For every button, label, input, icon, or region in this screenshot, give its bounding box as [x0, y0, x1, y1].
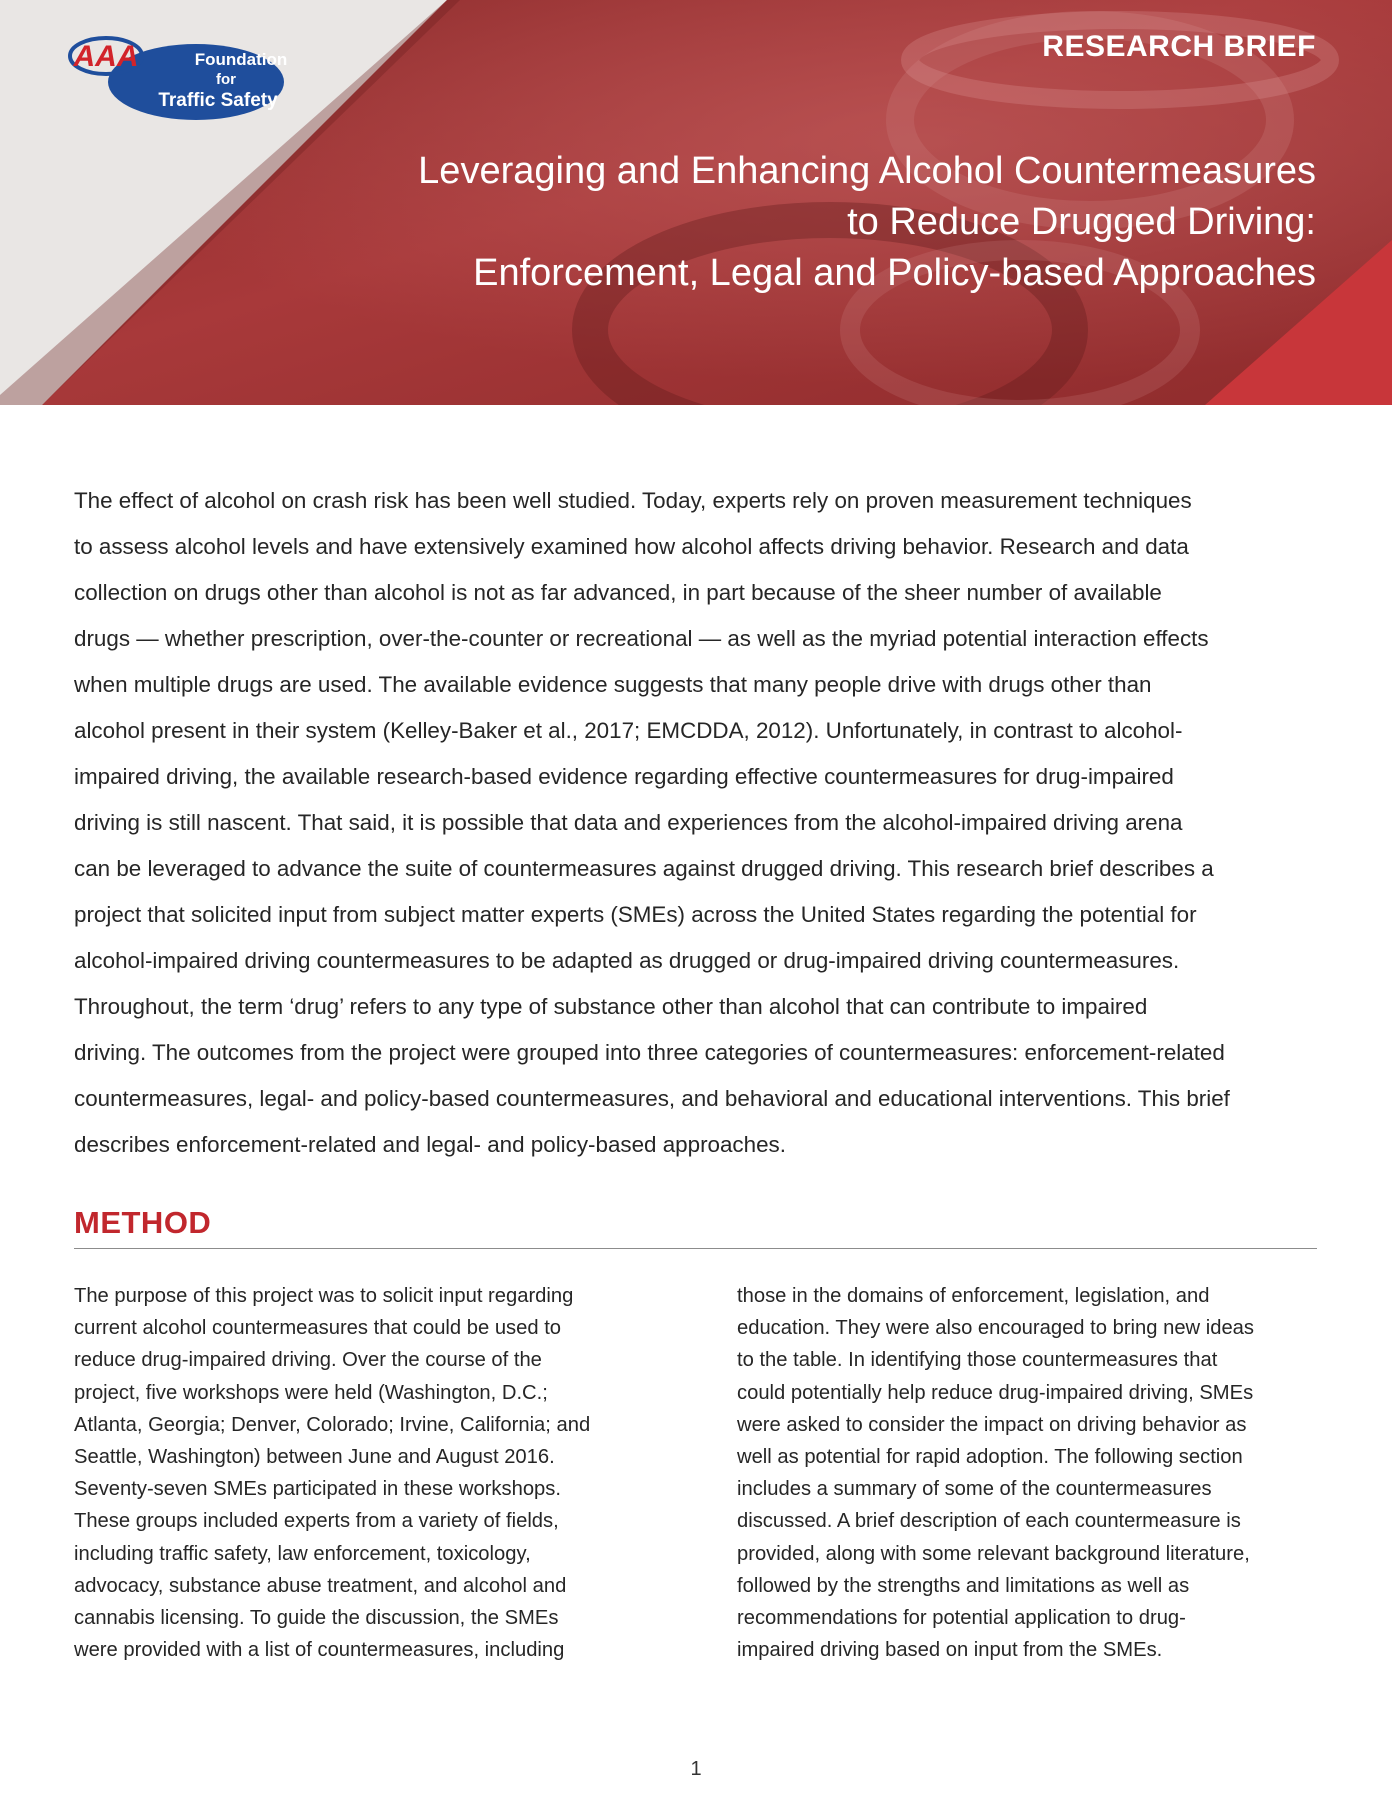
intro-line: driving. The outcomes from the project were grouped into three categories of countermeasures: enforcement-related — [74, 1040, 1225, 1065]
method-line: followed by the strengths and limitations as well as — [737, 1574, 1190, 1597]
intro-line: countermeasures, legal- and policy-based countermeasures, and behavioral and educational interventions. This brief — [74, 1086, 1230, 1111]
intro-line: drugs — whether prescription, over-the-counter or recreational — as well as the myriad potential interaction effects — [74, 626, 1209, 651]
method-line: reduce drug-impaired driving. Over the course of the — [74, 1349, 542, 1372]
method-line: Seventy-seven SMEs participated in these workshops. — [74, 1478, 561, 1501]
aaa-logo-icon — [66, 28, 288, 124]
intro-paragraph — [74, 478, 1324, 1168]
method-line: The purpose of this project was to solicit input regarding — [74, 1285, 574, 1307]
intro-line: project that solicited input from subject matter experts (SMEs) across the United States regarding the potential for — [74, 902, 1197, 927]
method-heading: METHOD — [74, 1205, 212, 1240]
method-line: Atlanta, Georgia; Denver, Colorado; Irvine, California; and — [74, 1413, 591, 1436]
intro-line: collection on drugs other than alcohol is not as far advanced, in part because of the sheer number of available — [74, 580, 1162, 605]
intro-line: Throughout, the term ‘drug’ refers to any type of substance other than alcohol that can contribute to impaired — [74, 994, 1148, 1019]
svg-text:for: for — [216, 71, 236, 88]
method-line: to the table. In identifying those countermeasures that — [737, 1349, 1218, 1372]
method-line: those in the domains of enforcement, legislation, and — [737, 1285, 1210, 1307]
svg-text:AAA: AAA — [73, 40, 139, 73]
intro-line: when multiple drugs are used. The available evidence suggests that many people drive with drugs other than — [74, 672, 1152, 697]
svg-text:Foundation: Foundation — [194, 50, 288, 69]
intro-line: The effect of alcohol on crash risk has been well studied. Today, experts rely on proven measurement techniques — [74, 488, 1192, 513]
intro-line: describes enforcement-related and legal- and policy-based approaches. — [74, 1132, 786, 1157]
method-line: including traffic safety, law enforcement, toxicology, — [74, 1542, 531, 1565]
title-line: Leveraging and Enhancing Alcohol Countermeasures — [418, 150, 1316, 192]
intro-line: alcohol present in their system (Kelley-Baker et al., 2017; EMCDDA, 2012). Unfortunately, in contrast to alcohol- — [74, 718, 1183, 743]
method-line: Seattle, Washington) between June and August 2016. — [74, 1446, 555, 1469]
title-line: Enforcement, Legal and Policy-based Approaches — [473, 252, 1316, 294]
section-divider — [74, 1248, 1317, 1249]
method-line: impaired driving based on input from the SMEs. — [737, 1639, 1163, 1662]
method-line: were asked to consider the impact on driving behavior as — [737, 1413, 1247, 1436]
document-title — [418, 146, 1316, 299]
method-line: cannabis licensing. To guide the discussion, the SMEs — [74, 1607, 559, 1630]
method-line: advocacy, substance abuse treatment, and alcohol and — [74, 1574, 567, 1597]
header-banner — [0, 0, 1392, 405]
intro-line: can be leveraged to advance the suite of countermeasures against drugged driving. This research brief describes a — [74, 856, 1214, 881]
method-line: recommendations for potential application to drug- — [737, 1607, 1186, 1630]
method-line: could potentially help reduce drug-impaired driving, SMEs — [737, 1381, 1254, 1404]
method-line: includes a summary of some of the countermeasures — [737, 1478, 1212, 1501]
aaa-foundation-logo[interactable] — [66, 28, 288, 124]
method-line: project, five workshops were held (Washington, D.C.; — [74, 1381, 548, 1404]
method-line: discussed. A brief description of each countermeasure is — [737, 1510, 1241, 1533]
method-line: education. They were also encouraged to bring new ideas — [737, 1317, 1254, 1340]
intro-line: to assess alcohol levels and have extensively examined how alcohol affects driving behavior. Research and data — [74, 534, 1189, 559]
svg-text:Traffic Safety: Traffic Safety — [158, 90, 278, 111]
intro-line: alcohol-impaired driving countermeasures to be adapted as drugged or drug-impaired driving countermeasures. — [74, 948, 1180, 973]
method-line: These groups included experts from a variety of fields, — [74, 1510, 559, 1533]
research-brief-label: RESEARCH BRIEF — [1042, 30, 1316, 63]
method-line: were provided with a list of countermeasures, including — [74, 1639, 565, 1662]
title-line: to Reduce Drugged Driving: — [847, 201, 1316, 243]
intro-line: impaired driving, the available research-based evidence regarding effective countermeasures for drug-impaired — [74, 764, 1174, 789]
method-line: well as potential for rapid adoption. The following section — [737, 1446, 1243, 1469]
method-line: provided, along with some relevant background literature, — [737, 1542, 1250, 1565]
intro-line: driving is still nascent. That said, it is possible that data and experiences from the alcohol-impaired driving arena — [74, 810, 1183, 835]
method-line: current alcohol countermeasures that could be used to — [74, 1317, 562, 1340]
page-number: 1 — [690, 1758, 702, 1780]
method-column-left — [74, 1280, 694, 1666]
method-column-right — [737, 1280, 1337, 1666]
